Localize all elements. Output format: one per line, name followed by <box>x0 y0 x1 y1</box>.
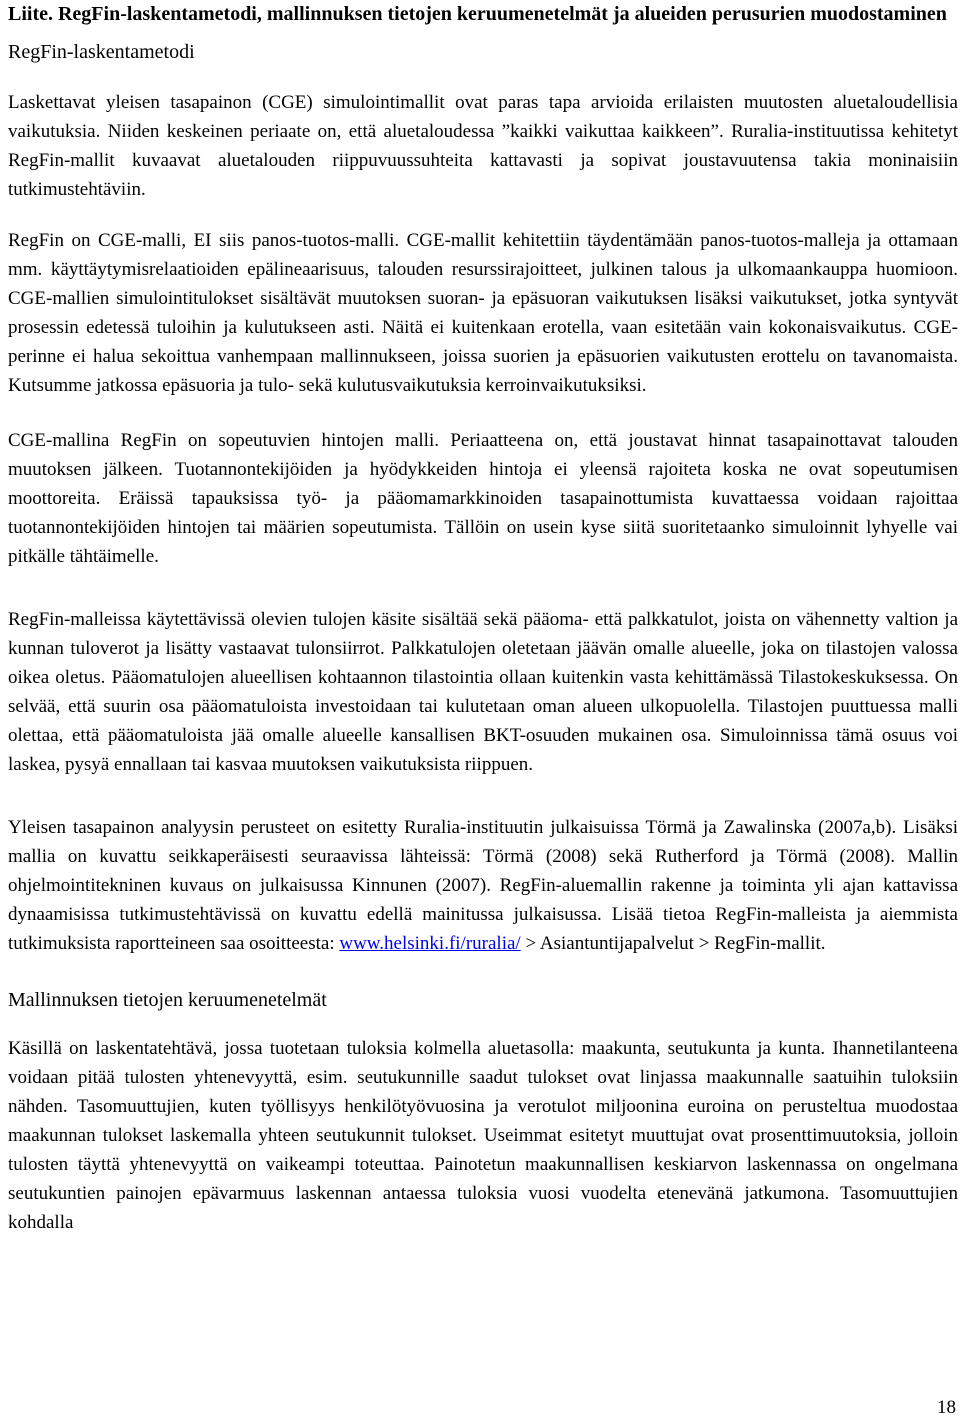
section-heading-regfin-method: RegFin-laskentametodi <box>8 41 195 63</box>
references-text: Yleisen tasapainon analyysin perusteet on esitetty Ruralia-instituutin julkaisuissa Törmä ja Zawalinska (2007a,b). Lisäksi mallia on kuvattu seikkaperäisesti seuraavissa lähteissä: Törmä (2008) sekä Rutherford ja Törmä (2008). Mallin ohjelmointitekninen kuvaus on julkaisussa Kinnunen (2007). RegFin-aluemallin rakenne ja toiminta yli ajan kattavissa dynaamisissa tutkimustehtävissä on kuvattu edellä mainitussa julkaisussa. Lisää tietoa RegFin-malleista ja aiemmista tutkimuksista raportteineen saa osoitteesta: <box>8 817 958 954</box>
paragraph-references <box>8 813 958 958</box>
section-heading-data-collection: Mallinnuksen tietojen keruumenetelmät <box>8 989 327 1011</box>
paragraph-cge-intro: Laskettavat yleisen tasapainon (CGE) simulointimallit ovat paras tapa arvioida erilaisten muutosten aluetaloudellisia vaikutuksia. Niiden keskeinen periaate on, että aluetaloudessa ”kaikki vaikuttaa kaikkeen”. Ruralia-instituutissa kehitetyt RegFin-mallit kuvaavat aluetalouden riippuvuussuhteita kattavasti ja sopivat joustavuutensa takia moninaisiin tutkimustehtäviin. <box>8 92 958 200</box>
paragraph-regfin-cge: RegFin on CGE-malli, EI siis panos-tuotos-malli. CGE-mallit kehitettiin täydentämään panos-tuotos-malleja ja ottamaan mm. käyttäytymisrelaatioiden epälineaarisuus, talouden resurssirajoitteet, julkinen talous ja ulkomaankauppa huomioon. CGE-mallien simulointitulokset sisältävät muutoksen suoran- ja epäsuoran vaikutuksen lisäksi vaikutukset, jotka syntyvät prosessin edetessä tuloihin ja kulutukseen asti. Näitä ei kuitenkaan erotella, vaan esitetään vain kokonaisvaikutus. CGE-perinne ei halua sekoittua vanhempaan mallinnukseen, joissa suorien ja epäsuorien vaikutusten erottelu on tavanomaista. Kutsumme jatkossa epäsuoria ja tulo- sekä kulutusvaikutuksia kerroinvaikutuksiksi. <box>8 230 958 396</box>
page-number: 18 <box>937 1397 956 1418</box>
ruralia-link[interactable]: www.helsinki.fi/ruralia/ <box>339 933 521 954</box>
appendix-title: Liite. RegFin-laskentametodi, mallinnuksen tietojen keruumenetelmät ja alueiden perusurien muodostaminen <box>8 3 947 25</box>
document-page <box>8 0 958 1237</box>
paragraph-calculation-task: Käsillä on laskentatehtävä, jossa tuotetaan tuloksia kolmella aluetasolla: maakunta, seutukunta ja kunta. Ihannetilanteena voidaan pitää tulosten yhtenevyyttä, esim. seutukunnille saadut tulokset ovat linjassa maakunnalle saatuihin tuloksiin nähden. Tasomuuttujien, kuten työllisyys henkilötyövuosina ja verotulot miljoonina euroina on perusteltua muodostaa maakunnan tulokset laskemalla yhteen seutukunnit tulokset. Useimmat esitetyt muuttujat ovat prosenttimuutoksia, jolloin tulosten täyttä yhtenevyyttä on vaikeampi toteuttaa. Painotetun maakunnallisen keskiarvon laskennassa on ongelmana seutukuntien painojen epävarmuus laskennan antaessa tuloksia vuosi vuodelta etenevänä jatkumona. Tasomuuttujien kohdalla <box>8 1038 958 1233</box>
paragraph-disposable-income: RegFin-malleissa käytettävissä olevien tulojen käsite sisältää sekä pääoma- että palkkatulot, joista on vähennetty valtion ja kunnan tuloverot ja lisätty vastaavat tulonsiirrot. Palkkatulojen oletetaan jäävän omalle alueelle, joka on tilastojen valossa oikea oletus. Pääomatulojen alueellisen kohtaannon tilastointia ollaan kuitenkin vasta kehittämässä Tilastokeskuksessa. On selvää, että suurin osa pääomatuloista investoidaan tai kulutetaan oman alueen ulkopuolella. Tilastojen puuttuessa malli olettaa, että pääomatuloista jää omalle alueelle kansallisen BKT-osuuden mukainen osa. Simuloinnissa tämä osuus voi laskea, pysyä ennallaan tai kasvaa muutoksen vaikutuksista riippuen. <box>8 609 958 775</box>
references-path: > Asiantuntijapalvelut > RegFin-mallit. <box>520 933 826 954</box>
paragraph-flexible-prices: CGE-mallina RegFin on sopeutuvien hintojen malli. Periaatteena on, että joustavat hinnat tasapainottavat talouden muutoksen jälkeen. Tuotannontekijöiden ja hyödykkeiden hintoja ei yleensä rajoiteta koska ne ovat sopeutumisen moottoreita. Eräissä tapauksissa työ- ja pääomamarkkinoiden tasapainottumista kuvattaessa voidaan rajoittaa tuotannontekijöiden hintojen tai määrien sopeutumista. Tällöin on usein kyse siitä suoritetaanko simuloinnit lyhyelle vai pitkälle tähtäimelle. <box>8 430 958 567</box>
